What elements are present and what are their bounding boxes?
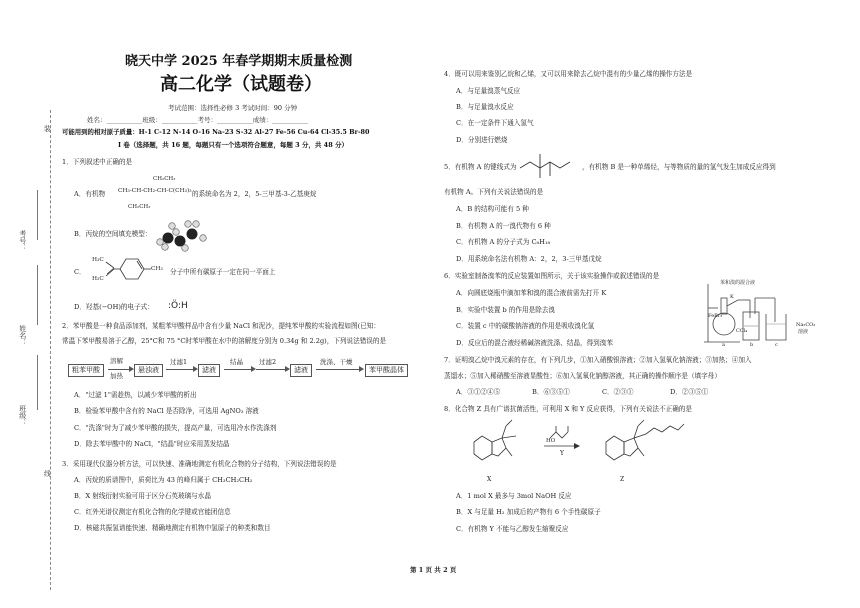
q8-label-y: Y xyxy=(560,450,564,457)
flow-arrow-3 xyxy=(224,369,252,370)
q2-option-a: A．"过滤 1"需趁热，以减少苯甲酸的析出 xyxy=(74,391,197,399)
margin-xingming: 姓名： xyxy=(18,325,27,346)
q8-option-a: A．1 mol X 最多与 3mol NaOH 反应 xyxy=(456,492,572,500)
q3-option-b: B．X 射线衍射实验可用于区分石英玻璃与水晶 xyxy=(74,492,211,500)
flow-box-suspension: 悬浊液 xyxy=(134,364,163,377)
flow-arrow-2 xyxy=(166,369,194,370)
q7-option-d: D．②③⑤① xyxy=(670,388,709,396)
flow-step-heat: 加热 xyxy=(110,372,123,380)
q6-stem: 6．实验室制备溴苯的反应装置如图所示，关于该实验操作或叙述错误的是 xyxy=(444,272,660,280)
q1-formula-main: CH₃-CH-CH₂-CH-C(CH₃)₃ xyxy=(118,188,192,194)
q1-formula-bot: CH₂CH₃ xyxy=(128,204,151,210)
q1-option-c-post: 分子中所有碳原子一定在同一平面上 xyxy=(170,268,276,276)
flow-step-wash-dry: 洗涤、干燥 xyxy=(320,358,353,366)
flow-arrow-5 xyxy=(316,369,360,370)
xingming-underline xyxy=(37,265,38,325)
flow-step-filter1: 过滤1 xyxy=(170,358,188,366)
q4-stem: 4．既可以用来鉴别乙烷和乙烯，又可以用来除去乙烷中混有的少量乙烯的操作方法是 xyxy=(444,70,693,78)
bromobenzene-apparatus-diagram xyxy=(700,278,830,344)
apparatus-label-mix: 苯和溴的混合液 xyxy=(720,280,756,286)
apparatus-label-b: b xyxy=(750,342,754,348)
margin-kaohao: 考号： xyxy=(18,230,27,251)
q4-option-c: C．在一定条件下通入氢气 xyxy=(456,119,534,127)
q5-option-c: C．有机物 A 的分子式为 C₈H₁₈ xyxy=(456,238,551,246)
exam-subtitle: 高二化学（试题卷） xyxy=(160,74,322,95)
q1-option-a-post: 的系统命名为 2，2，5-三甲基-3-乙基庚烷 xyxy=(192,190,317,198)
banji-underline xyxy=(37,355,38,410)
q8-label-x: X xyxy=(487,476,492,483)
apparatus-label-c: c xyxy=(775,342,778,348)
apparatus-label-solution: 溶液 xyxy=(798,329,809,335)
q2-option-c: C．"洗涤"时为了减少苯甲酸的损失，提高产量，可选用冷水作洗涤剂 xyxy=(74,424,277,432)
margin-xian: 线 xyxy=(44,470,51,478)
q5-option-a: A．B 的结构可能有 5 种 xyxy=(456,205,529,213)
flow-box-benzoic-crystal: 苯甲酸晶体 xyxy=(365,364,408,377)
q6-option-d: D．反应后的混合液经稀碱溶液洗涤、结晶，得到溴苯 xyxy=(456,339,613,347)
section-title: I 卷（选择题，共 16 题，每题只有一个选项符合题意，每题 3 分，共 48 分） xyxy=(118,141,348,149)
q2-line2: 常温下苯甲酸易溶于乙醇，25°C和 75 °C时苯甲酸在水中的溶解度分别为 0.34g 和 2.2g)，下列说法错误的是 xyxy=(62,337,387,345)
exam-range: 考试范围：选择性必修 3 考试时间：90 分钟 xyxy=(168,104,298,112)
q3-option-c: C．红外光谱仪测定有机化合物的化学键或官能团信息 xyxy=(74,508,231,516)
reaction-scheme-x-y-z xyxy=(462,416,702,476)
page-footer: 第 1 页 共 2 页 xyxy=(410,566,457,574)
flow-box-crude-benzoic-acid: 粗苯甲酸 xyxy=(68,364,104,377)
q4-option-d: D．分别进行燃烧 xyxy=(456,136,508,144)
exam-title: 晓天中学 2025 年春学期期末质量检测 xyxy=(125,54,353,69)
q7-line1: 7．证明溴乙烷中溴元素的存在，有下列几步，①加入硝酸银溶液；②加入氢氧化钠溶液；③加热；④加入 xyxy=(444,356,752,364)
atomic-masses: 可能用到的相对原子质量：H-1 C-12 N-14 O-16 Na-23 S-32 Al-27 Fe-56 Cu-64 Cl-35.5 Br-80 xyxy=(62,128,370,136)
q5-line2: 有机物 A。下列有关说法错误的是 xyxy=(444,188,544,196)
kaohao-underline xyxy=(37,190,38,240)
q4-option-a: A．与足量溴蒸气反应 xyxy=(456,87,521,95)
q1-c-label-ch3: CH₃ xyxy=(151,266,163,272)
exam-fields: 姓名：___________班级：___________考号：___________成绩：___________ xyxy=(87,116,308,124)
flow-box-filtrate-1: 滤液 xyxy=(198,364,220,377)
apparatus-label-na2co3: Na₂CO₃ xyxy=(796,322,816,328)
q8-stem: 8．化合物 Z 具有广谱抗菌活性，可利用 X 和 Y 反应获得，下列有关说法不正确的是 xyxy=(444,405,692,413)
q3-stem: 3．采用现代仪器分析方法，可以快速、准确地测定有机化合物的分子结构，下列说法错误的是 xyxy=(62,460,337,468)
flow-step-dissolve: 溶解 xyxy=(110,357,123,365)
q8-option-b: B．X 与足量 H₂ 加成后的产物有 6 个手性碳原子 xyxy=(456,508,601,516)
q3-option-d: D．核磁共振氢谱能快速、精确地测定有机物中氢原子的种类和数目 xyxy=(74,524,271,532)
q7-option-b: B．⑥③⑤① xyxy=(532,388,570,396)
q1-option-b: B．丙烷的空间填充模型： xyxy=(74,230,152,238)
binding-dashed-line xyxy=(50,110,51,590)
q7-line2: 蒸馏水；⑤加入稀硝酸至溶液显酸性；⑥加入氢氧化钠醇溶液，其正确的操作顺序是（填字母） xyxy=(444,372,721,380)
q7-option-c: C．②③① xyxy=(602,388,634,396)
q2-line1: 2．苯甲酸是一种食品添加剂，某粗苯甲酸样品中含有少量 NaCl 和泥沙，提纯苯甲酸的实验流程如图(已知： xyxy=(62,322,380,330)
q5-option-b: B．有机物 A 的一溴代物有 6 种 xyxy=(456,222,551,230)
flow-arrowhead-5 xyxy=(359,366,364,372)
q1-option-a-pre: A．有机物 xyxy=(74,190,106,198)
q1-option-c-pre: C． xyxy=(74,268,86,276)
q1-stem: 1．下列叙述中正确的是 xyxy=(62,158,133,166)
q3-option-a: A．丙烷的质谱图中，质荷比为 43 的峰归属于 CH₃CH₂CH₂ xyxy=(74,476,253,484)
q8-option-c: C．有机物 Y 不能与乙醇发生缩聚反应 xyxy=(456,525,569,533)
q2-option-d: D．除去苯甲酸中的 NaCl，"结晶"时应采用蒸发结晶 xyxy=(74,440,230,448)
apparatus-label-ccl4: CCl₄ xyxy=(736,328,748,334)
margin-banji: 班级： xyxy=(18,405,27,426)
q4-option-b: B．与足量溴水反应 xyxy=(456,103,514,111)
q5-line1-post: ，有机物 B 是一种单烯烃，与等物质的量的氢气发生加成反应得到 xyxy=(582,163,776,171)
q1-c-label-h3c: H₃C xyxy=(92,257,104,263)
q1-option-d-pre: D．羟基(−OH)的电子式： xyxy=(74,303,154,311)
q1-formula-top: CH₂CH₃ xyxy=(153,176,176,182)
q5-line1-pre: 5．有机物 A 的键线式为 xyxy=(444,163,517,171)
q1-hydroxyl-electron-formula: :Ö:H xyxy=(168,301,188,311)
flow-box-filtrate-2: 滤液 xyxy=(290,364,312,377)
apparatus-label-k: K xyxy=(730,294,734,300)
flow-arrow-4 xyxy=(256,369,286,370)
flow-step-crystallize: 结晶 xyxy=(230,358,243,366)
apparatus-label-febr3: FeBr₃ xyxy=(708,313,723,319)
q8-label-z: Z xyxy=(620,476,625,483)
q2-option-b: B．检验苯甲酸中含有的 NaCl 是否除净，可选用 AgNO₃ 溶液 xyxy=(74,407,259,415)
compound-a-skeletal-formula xyxy=(518,150,580,180)
flow-step-filter2: 过滤2 xyxy=(259,358,277,366)
margin-zhuang: 装 xyxy=(44,125,51,133)
apparatus-label-a: a xyxy=(722,342,725,348)
q6-option-c: C．装置 c 中的碳酸钠溶液的作用是吸收溴化氢 xyxy=(456,322,595,330)
q8-label-y-ho: HO xyxy=(546,438,556,444)
flow-arrow-1 xyxy=(108,369,130,370)
q6-option-a: A．向圆底烧瓶中滴加苯和溴的混合液前需先打开 K xyxy=(456,289,607,297)
q1-c-label-h2c: H₂C xyxy=(92,276,104,282)
q5-option-d: D．用系统命名法有机物 A：2，2，3-三甲基戊烷 xyxy=(456,255,602,263)
q7-option-a: A．③①②④⑤ xyxy=(456,388,501,396)
q6-option-b: B．实验中装置 b 的作用是除去溴 xyxy=(456,306,555,314)
propane-space-filling-model xyxy=(152,214,212,252)
